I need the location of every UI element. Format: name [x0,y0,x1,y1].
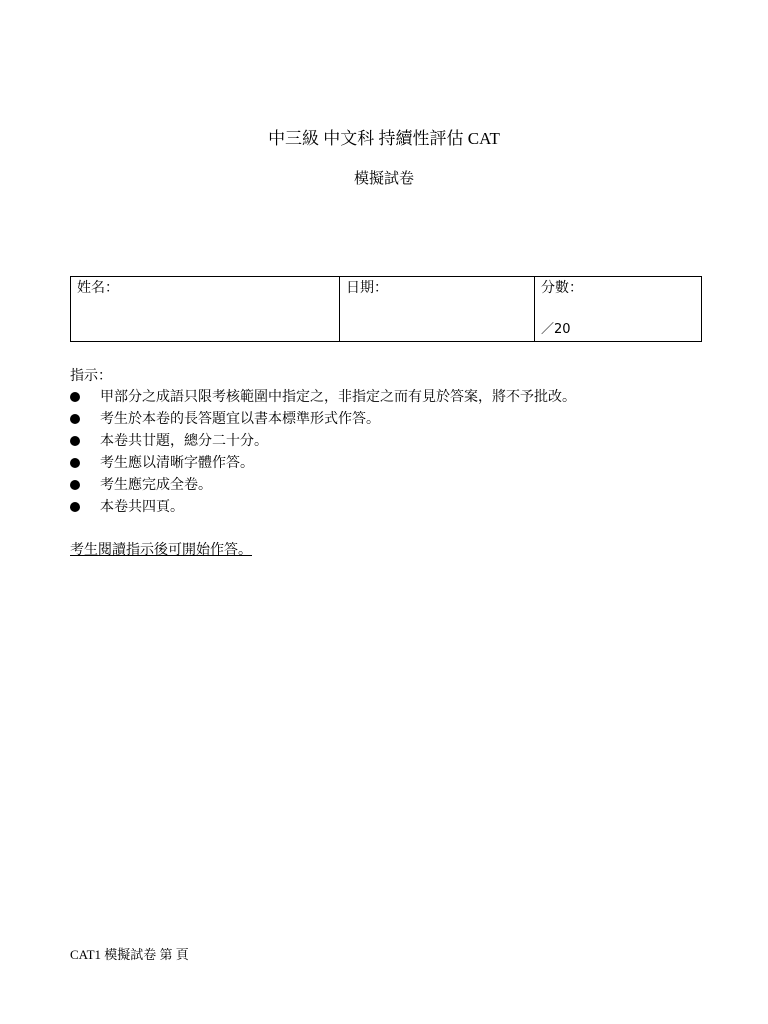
instructions-section [70,366,710,518]
name-cell[interactable] [71,277,340,342]
bullet-icon [70,414,80,424]
list-item [70,474,710,496]
instruction-text: 考生於本卷的長答題宜以書本標準形式作答。 [100,411,380,427]
instructions-list [70,386,710,518]
instruction-text: 本卷共廿題，總分二十分。 [100,433,268,449]
list-item [70,452,710,474]
instructions-heading: 指示： [70,368,112,384]
list-item [70,430,710,452]
page-subtitle: 模擬試卷 [353,171,414,187]
score-cell[interactable] [535,277,702,342]
list-item [70,386,710,408]
bullet-icon [70,480,80,490]
date-cell[interactable] [340,277,535,342]
page-footer: CAT1 模擬試卷 第 頁 [70,947,189,962]
instruction-text: 考生應完成全卷。 [100,477,212,493]
bullet-icon [70,392,80,402]
student-info-table [70,276,702,342]
date-label: 日期： [346,280,388,296]
bullet-icon [70,502,80,512]
instruction-text: 甲部分之成語只限考核範圍中指定之，非指定之而有見於答案，將不予批改。 [100,389,576,405]
bullet-icon [70,458,80,468]
instruction-text: 考生應以清晰字體作答。 [100,455,254,471]
list-item [70,496,710,518]
page-title: 中三級 中文科 持續性評估 CAT [268,129,500,148]
name-label: 姓名： [77,280,119,296]
list-item [70,408,710,430]
bullet-icon [70,436,80,446]
start-note: 考生閱讀指示後可開始作答。 [70,542,252,558]
instruction-text: 本卷共四頁。 [100,499,184,515]
score-total: ／20 [541,322,571,337]
score-label: 分數： [541,280,583,296]
